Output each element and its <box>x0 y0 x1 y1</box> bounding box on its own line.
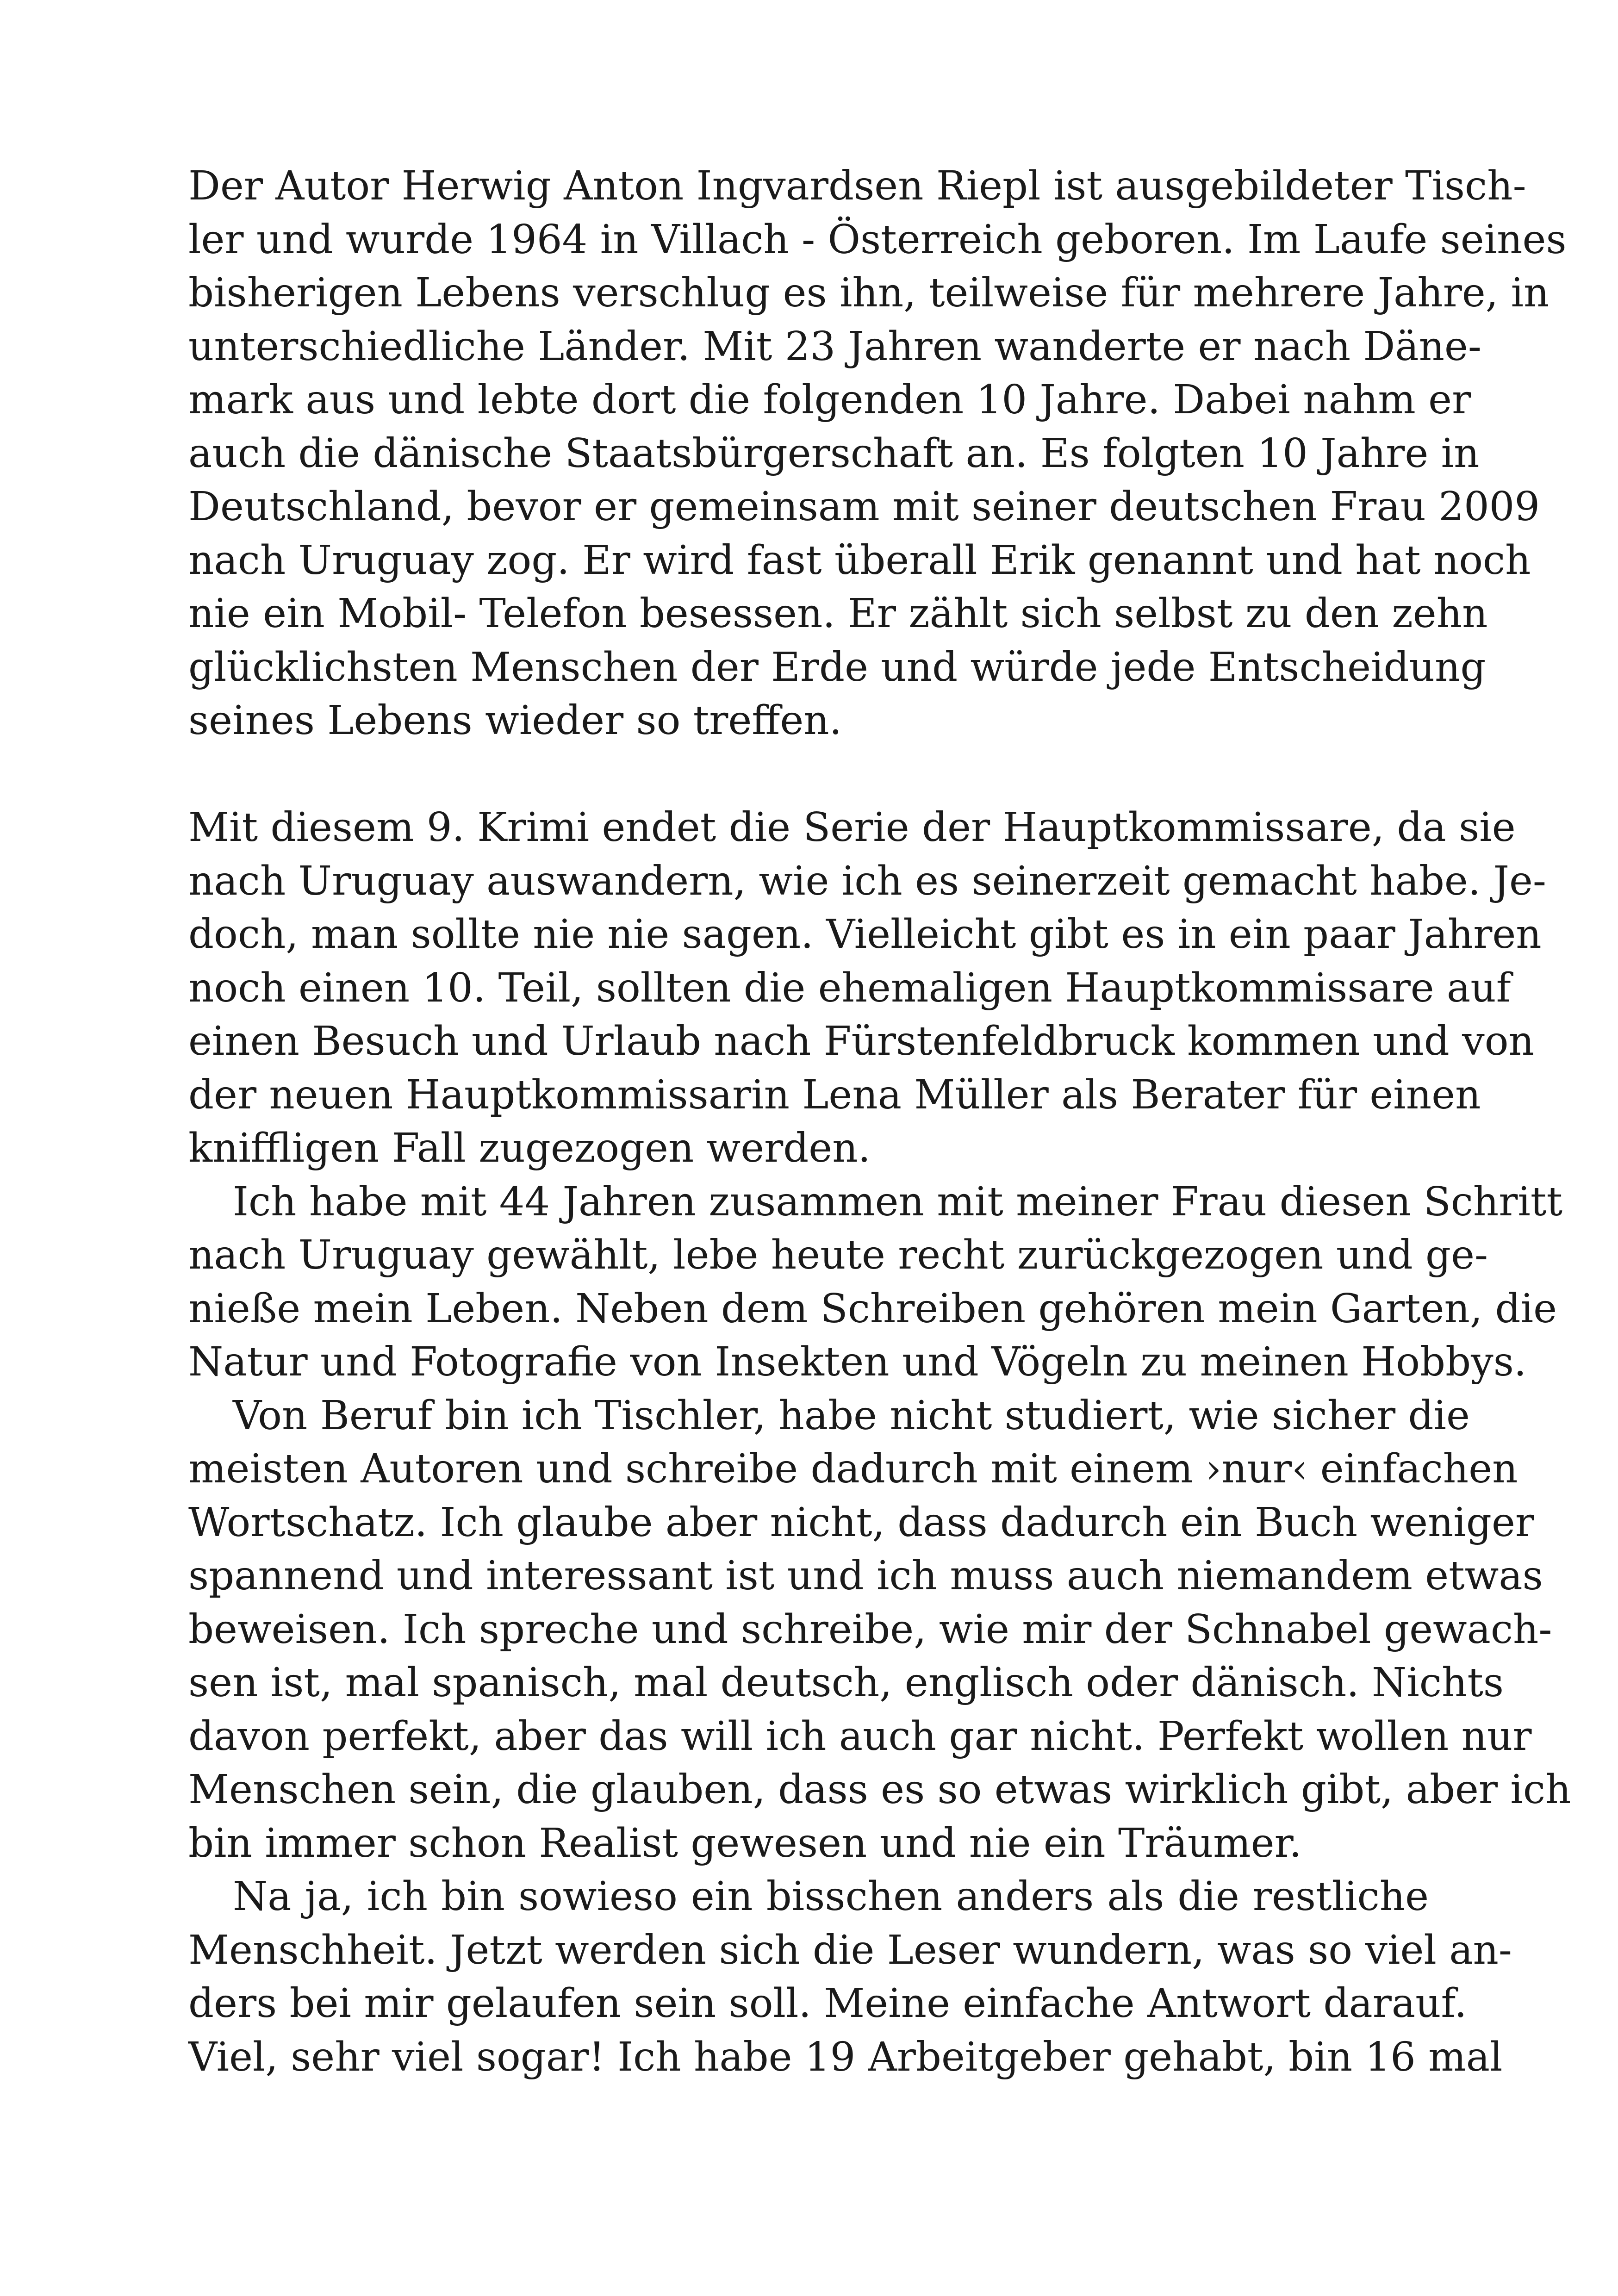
page-text <box>188 160 1571 2084</box>
series-end-paragraph <box>188 801 1546 1176</box>
text-line: seines Lebens wieder so treffen. <box>188 697 842 744</box>
text-line: der neuen Hauptkommissarin Lena Müller als Berater für einen <box>188 1071 1481 1118</box>
different-paragraph <box>188 1870 1512 2084</box>
text-line: nieße mein Leben. Neben dem Schreiben gehören mein Garten, die <box>188 1285 1557 1332</box>
text-line: nach Uruguay zog. Er wird fast überall Erik genannt und hat noch <box>188 537 1531 584</box>
text-line: davon perfekt, aber das will ich auch gar nicht. Perfekt wollen nur <box>188 1713 1532 1760</box>
text-line: doch, man sollte nie nie sagen. Vielleicht gibt es in ein paar Jahren <box>188 911 1542 958</box>
text-line: Viel, sehr viel sogar! Ich habe 19 Arbeitgeber gehabt, bin 16 mal <box>188 2034 1503 2080</box>
text-line: einen Besuch und Urlaub nach Fürstenfeldbruck kommen und von <box>188 1018 1534 1064</box>
author-bio-paragraph <box>188 160 1567 748</box>
text-line: nach Uruguay gewählt, lebe heute recht zurückgezogen und ge- <box>188 1232 1488 1278</box>
text-line: Wortschatz. Ich glaube aber nicht, dass dadurch ein Buch weniger <box>188 1499 1534 1546</box>
text-line: Na ja, ich bin sowieso ein bisschen anders als die restliche <box>233 1873 1429 1920</box>
text-line: noch einen 10. Teil, sollten die ehemaligen Hauptkommissare auf <box>188 964 1511 1011</box>
text-line: Mit diesem 9. Krimi endet die Serie der Hauptkommissare, da sie <box>188 804 1516 851</box>
text-line: unterschiedliche Länder. Mit 23 Jahren wanderte er nach Däne- <box>188 323 1481 370</box>
profession-paragraph <box>188 1389 1571 1871</box>
text-line: kniffligen Fall zugezogen werden. <box>188 1125 871 1171</box>
text-line: nie ein Mobil- Telefon besessen. Er zählt sich selbst zu den zehn <box>188 591 1488 637</box>
uruguay-paragraph <box>188 1176 1563 1389</box>
text-line: meisten Autoren und schreibe dadurch mit einem ›nur‹ einfachen <box>188 1446 1518 1492</box>
text-line: ler und wurde 1964 in Villach - Österreich geboren. Im Laufe seines <box>188 216 1567 263</box>
text-line: Von Beruf bin ich Tischler, habe nicht studiert, wie sicher die <box>233 1392 1470 1439</box>
paragraph-gap <box>188 748 1429 802</box>
text-line: Deutschland, bevor er gemeinsam mit seiner deutschen Frau 2009 <box>188 484 1540 530</box>
text-line: ders bei mir gelaufen sein soll. Meine einfache Antwort darauf. <box>188 1980 1467 2027</box>
text-line: spannend und interessant ist und ich muss auch niemandem etwas <box>188 1553 1543 1599</box>
text-line: auch die dänische Staatsbürgerschaft an. Es folgten 10 Jahre in <box>188 430 1480 477</box>
text-line: Menschen sein, die glauben, dass es so etwas wirklich gibt, aber ich <box>188 1767 1571 1813</box>
text-line: nach Uruguay auswandern, wie ich es seinerzeit gemacht habe. Je- <box>188 858 1546 904</box>
text-line: Menschheit. Jetzt werden sich die Leser wundern, was so viel an- <box>188 1927 1512 1973</box>
text-line: Ich habe mit 44 Jahren zusammen mit meiner Frau diesen Schritt <box>233 1178 1563 1225</box>
text-line: beweisen. Ich spreche und schreibe, wie mir der Schnabel gewach- <box>188 1606 1552 1653</box>
text-line: Der Autor Herwig Anton Ingvardsen Riepl ist ausgebildeter Tisch- <box>188 163 1526 209</box>
text-line: bisherigen Lebens verschlug es ihn, teilweise für mehrere Jahre, in <box>188 270 1550 316</box>
text-line: sen ist, mal spanisch, mal deutsch, englisch oder dänisch. Nichts <box>188 1660 1504 1706</box>
text-line: bin immer schon Realist gewesen und nie ein Träumer. <box>188 1820 1302 1867</box>
text-line: glücklichsten Menschen der Erde und würde jede Entscheidung <box>188 644 1486 691</box>
text-line: Natur und Fotografie von Insekten und Vögeln zu meinen Hobbys. <box>188 1339 1527 1385</box>
text-line: mark aus und lebte dort die folgenden 10 Jahre. Dabei nahm er <box>188 377 1471 423</box>
